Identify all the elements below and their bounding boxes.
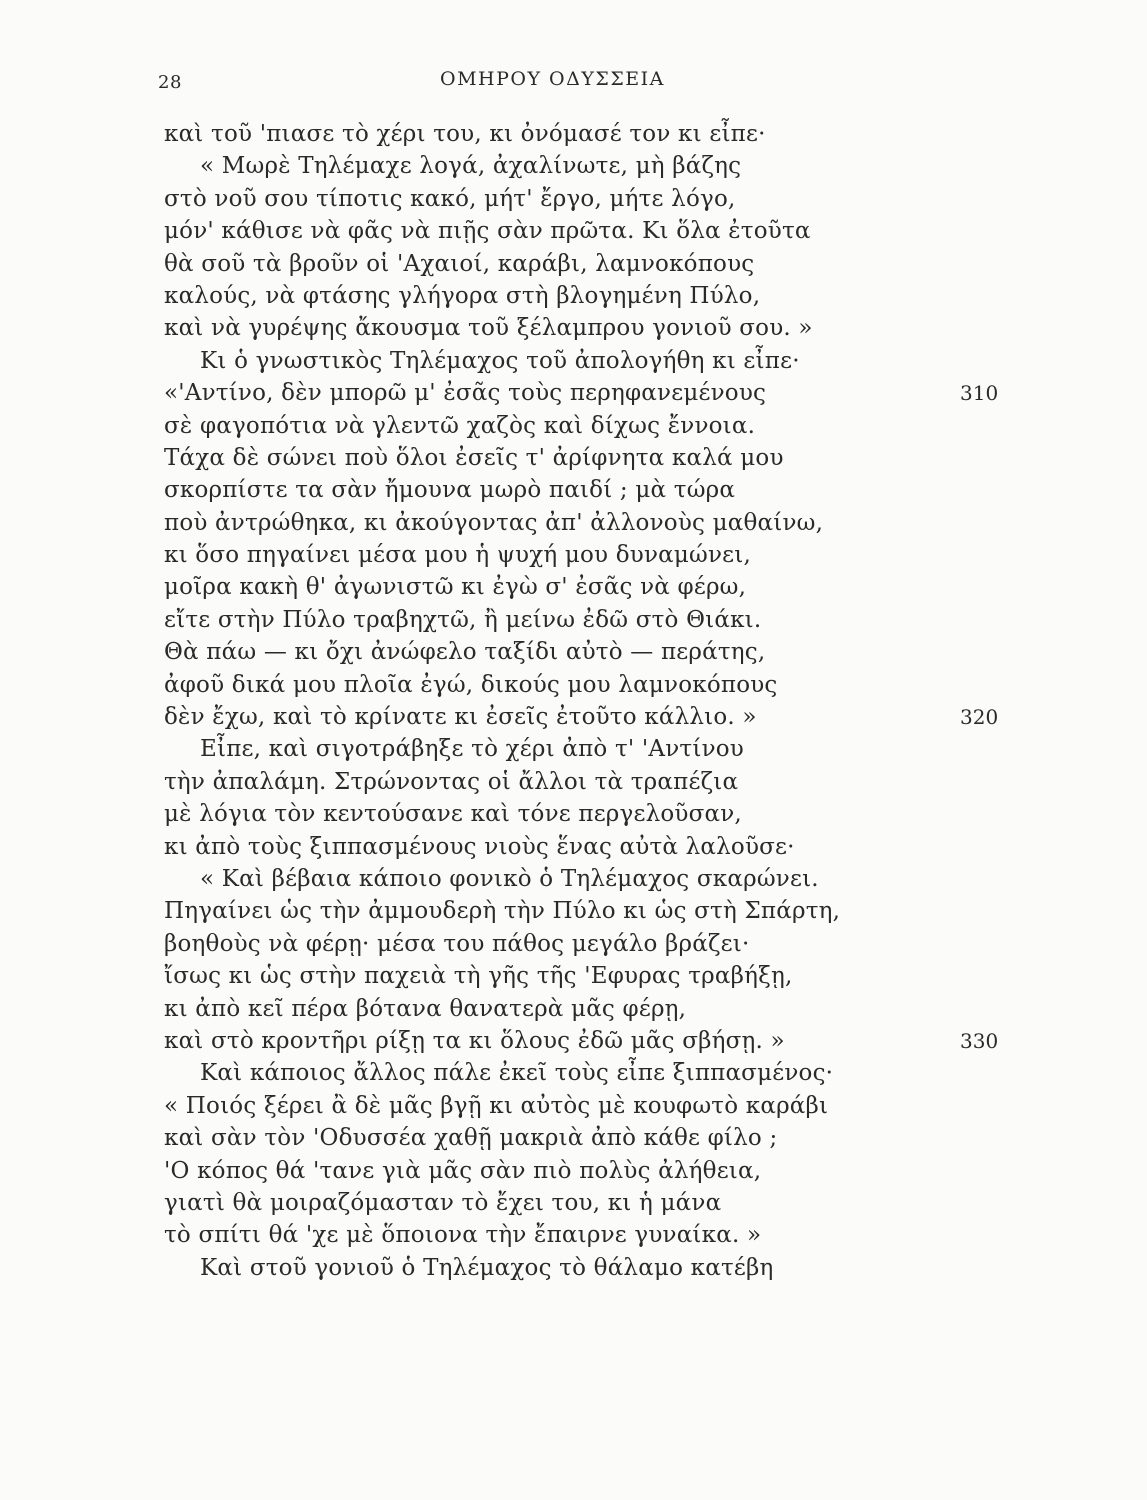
verse-line	[0, 150, 1147, 182]
verse-text: μὲ λόγια τὸν κεντούσανε καὶ τόνε περγελοῦσαν,	[164, 801, 742, 828]
verse-line	[0, 377, 1147, 409]
verse-text: Καὶ στοῦ γονιοῦ ὁ Τηλέμαχος τὸ θάλαμο κατέβη	[200, 1254, 774, 1281]
verse-line	[0, 118, 1147, 150]
verse-text: ποὺ ἀντρώθηκα, κι ἀκούγοντας ἀπ' ἀλλονοὺς μαθαίνω,	[164, 509, 824, 536]
verse-text: σκορπίστε τα σὰν ἤμουνα μωρὸ παιδί ; μὰ τώρα	[164, 477, 736, 504]
verse-text: κι ἀπὸ κεῖ πέρα βότανα θανατερὰ μᾶς φέρῃ,	[164, 995, 687, 1022]
verse-line	[0, 507, 1147, 539]
verse-text: θὰ σοῦ τὰ βροῦν οἱ 'Αχαιοί, καράβι, λαμνοκόπους	[164, 250, 755, 277]
page-number: 28	[158, 72, 182, 93]
verse-line	[0, 345, 1147, 377]
page-header	[0, 62, 1147, 102]
verse-text: Πηγαίνει ὡς τὴν ἀμμουδερὴ τὴν Πύλο κι ὡς στὴ Σπάρτη,	[164, 898, 841, 925]
verse-line	[0, 895, 1147, 927]
verse-line	[0, 1155, 1147, 1187]
verse-line	[0, 312, 1147, 344]
verse-line	[0, 1187, 1147, 1219]
verse-text: Εἶπε, καὶ σιγοτράβηξε τὸ χέρι ἀπὸ τ' 'Αντίνου	[200, 736, 744, 763]
verse-line	[0, 604, 1147, 636]
verse-text: 'Ο κόπος θά 'τανε γιὰ μᾶς σὰν πιὸ πολὺς ἀλήθεια,	[164, 1157, 762, 1184]
verse-line	[0, 1219, 1147, 1251]
verse-text: καλούς, νὰ φτάσης γλήγορα στὴ βλογημένη Πύλο,	[164, 282, 761, 309]
verse-text: δὲν ἔχω, καὶ τὸ κρίνατε κι ἐσεῖς ἐτοῦτο κάλλιο. »	[164, 704, 757, 731]
verse-text: Κι ὁ γνωστικὸς Τηλέμαχος τοῦ ἀπολογήθη κι εἶπε·	[200, 347, 800, 374]
verse-text: καὶ τοῦ 'πιασε τὸ χέρι του, κι ὀνόμασέ τον κι εἶπε·	[164, 121, 766, 147]
verse-text: μοῖρα κακὴ θ' ἀγωνιστῶ κι ἐγὼ σ' ἐσᾶς νὰ φέρω,	[164, 574, 747, 601]
verse-line	[0, 248, 1147, 280]
verse-line	[0, 442, 1147, 474]
verse-text: «'Αντίνο, δὲν μπορῶ μ' ἐσᾶς τοὺς περηφανεμένους	[164, 380, 767, 407]
verse-text: καὶ στὸ κροντῆρι ρίξῃ τα κι ὅλους ἐδῶ μᾶς σβήσῃ. »	[164, 1027, 785, 1054]
verse-line	[0, 1057, 1147, 1089]
verse-line	[0, 215, 1147, 247]
verse-line	[0, 993, 1147, 1025]
verse-line	[0, 669, 1147, 701]
line-number: 330	[960, 1028, 999, 1053]
verse-line	[0, 539, 1147, 571]
verse-line	[0, 1025, 1147, 1057]
running-title: ΟΜΗΡΟΥ ΟΔΥΣΣΕΙΑ	[440, 68, 665, 90]
verse-text: « Καὶ βέβαια κάποιο φονικὸ ὁ Τηλέμαχος σκαρώνει.	[200, 865, 819, 892]
verse-text: εἴτε στὴν Πύλο τραβηχτῶ, ἢ μείνω ἐδῶ στὸ Θιάκι.	[164, 606, 762, 633]
line-number: 310	[960, 381, 999, 406]
verse-line	[0, 474, 1147, 506]
verse-text: κι ἀπὸ τοὺς ξιππασμένους νιοὺς ἕνας αὐτὰ λαλοῦσε·	[164, 833, 795, 860]
verse-line	[0, 280, 1147, 312]
verse-line	[0, 928, 1147, 960]
verse-text: Θὰ πάω — κι ὄχι ἀνώφελο ταξίδι αὐτὸ — περάτης,	[164, 639, 766, 666]
verse-text: κι ὅσο πηγαίνει μέσα μου ἡ ψυχή μου δυναμώνει,	[164, 542, 752, 569]
verse-text: τὸ σπίτι θά 'χε μὲ ὅποιονα τὴν ἔπαιρνε γυναίκα. »	[164, 1222, 762, 1249]
verse-line	[0, 636, 1147, 668]
verse-line	[0, 1252, 1147, 1284]
verse-line	[0, 1122, 1147, 1154]
verse-text: μόν' κάθισε νὰ φᾶς νὰ πιῇς σὰν πρῶτα. Κι ὅλα ἐτοῦτα	[164, 218, 811, 245]
verse-line	[0, 410, 1147, 442]
verse-text: ἀφοῦ δικά μου πλοῖα ἐγώ, δικούς μου λαμνοκόπους	[164, 671, 778, 698]
verse-line	[0, 831, 1147, 863]
verse-text: « Ποιός ξέρει ἂ δὲ μᾶς βγῇ κι αὐτὸς μὲ κουφωτὸ καράβι	[164, 1092, 829, 1119]
poem-text	[0, 118, 1147, 1284]
verse-line	[0, 960, 1147, 992]
verse-line	[0, 183, 1147, 215]
verse-text: βοηθοὺς νὰ φέρῃ· μέσα του πάθος μεγάλο βράζει·	[164, 930, 750, 957]
verse-line	[0, 766, 1147, 798]
line-number: 320	[960, 705, 999, 730]
verse-line	[0, 733, 1147, 765]
verse-line	[0, 571, 1147, 603]
verse-text: στὸ νοῦ σου τίποτις κακό, μήτ' ἔργο, μήτε λόγο,	[164, 185, 736, 212]
verse-text: καὶ νὰ γυρέψης ἄκουσμα τοῦ ξέλαμπρου γονιοῦ σου. »	[164, 315, 813, 342]
verse-text: Τάχα δὲ σώνει ποὺ ὅλοι ἐσεῖς τ' ἀρίφνητα καλά μου	[164, 444, 784, 471]
verse-line	[0, 1090, 1147, 1122]
verse-text: τὴν ἀπαλάμη. Στρώνοντας οἱ ἄλλοι τὰ τραπέζια	[164, 768, 739, 795]
verse-line	[0, 863, 1147, 895]
verse-line	[0, 798, 1147, 830]
verse-text: σὲ φαγοπότια νὰ γλεντῶ χαζὸς καὶ δίχως ἔννοια.	[164, 412, 756, 439]
verse-text: « Μωρὲ Τηλέμαχε λογά, ἀχαλίνωτε, μὴ βάζης	[200, 153, 742, 180]
verse-text: ἴσως κι ὡς στὴν παχειὰ τὴ γῆς τῆς 'Εφυρας τραβήξῃ,	[164, 963, 793, 990]
verse-text: γιατὶ θὰ μοιραζόμασταν τὸ ἔχει του, κι ἡ μάνα	[164, 1189, 722, 1216]
verse-line	[0, 701, 1147, 733]
verse-text: καὶ σὰν τὸν 'Οδυσσέα χαθῇ μακριὰ ἀπὸ κάθε φίλο ;	[164, 1125, 778, 1152]
verse-text: Καὶ κάποιος ἄλλος πάλε ἐκεῖ τοὺς εἶπε ξιππασμένος·	[200, 1060, 834, 1087]
